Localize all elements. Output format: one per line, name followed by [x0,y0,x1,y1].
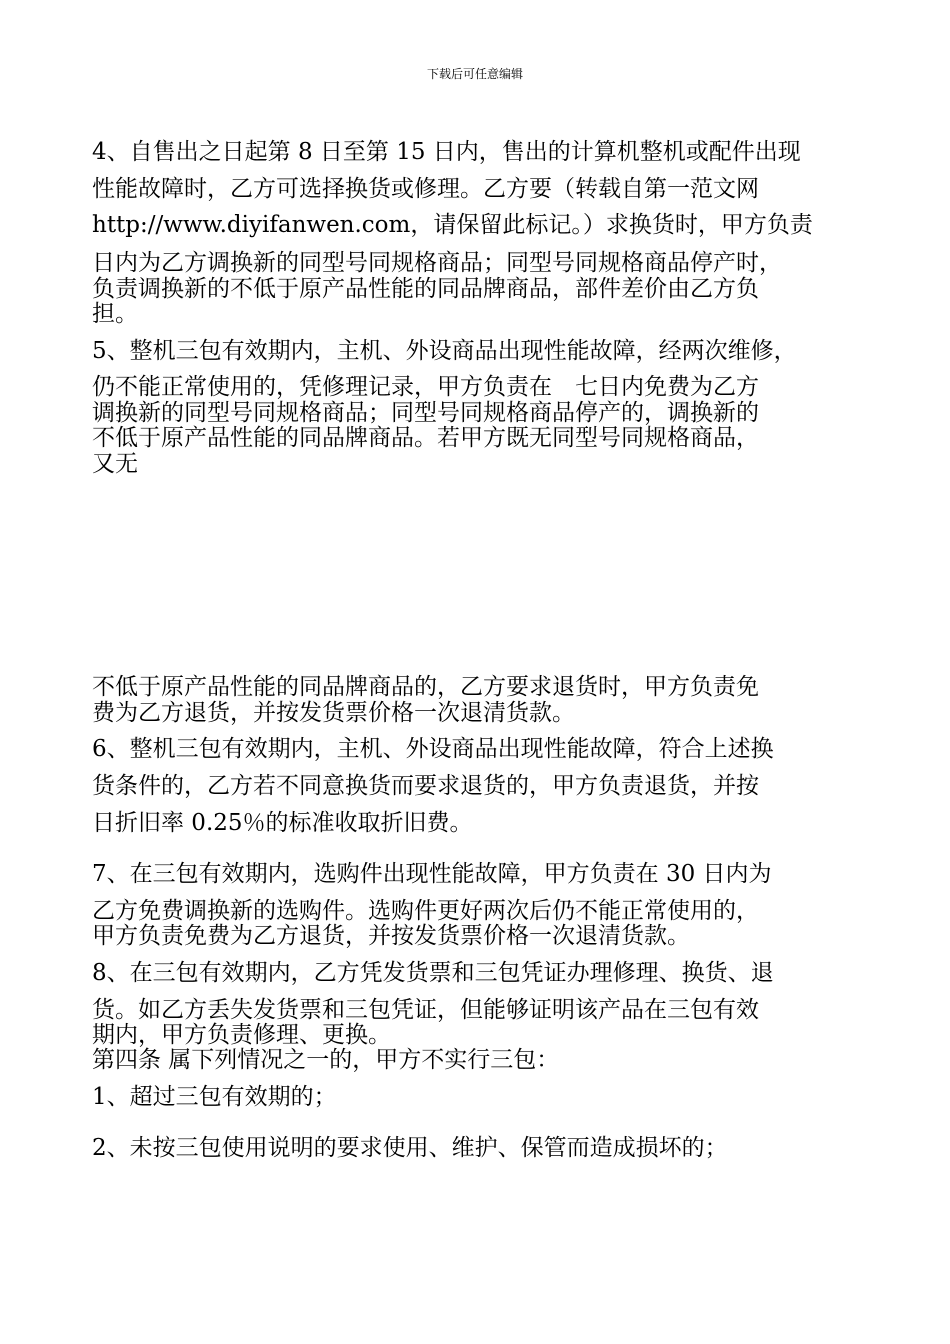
text-line: 不低于原产品性能的同品牌商品。若甲方既无同型号同规格商品， [92,425,759,451]
text-line: 又无 [92,451,138,477]
text-line: 乙方免费调换新的选购件。选购件更好两次后仍不能正常使用的， [92,898,759,924]
text-line: 第四条 属下列情况之一的，甲方不实行三包： [92,1047,560,1073]
text-line: 费为乙方退货，并按发货票价格一次退清货款。 [92,700,575,726]
text-line: 5、整机三包有效期内，主机、外设商品出现性能故障，经两次维修， [92,338,797,364]
text-line: 甲方负责免费为乙方退货，并按发货票价格一次退清货款。 [92,923,690,949]
text-line: 2、未按三包使用说明的要求使用、维护、保管而造成损坏的； [92,1135,728,1161]
text-line: 性能故障时，乙方可选择换货或修理。乙方要（转载自第一范文网 [92,176,759,202]
text-line: 6、整机三包有效期内，主机、外设商品出现性能故障，符合上述换 [92,736,774,762]
text-line: http://www.diyifanwen.com，请保留此标记。）求换货时，甲方负责 [92,212,813,238]
text-line: 期内，甲方负责修理、更换。 [92,1022,391,1048]
text-line: 8、在三包有效期内，乙方凭发货票和三包凭证办理修理、换货、退 [92,960,774,986]
text-line: 4、自售出之日起第 8 日至第 15 日内，售出的计算机整机或配件出现 [92,139,801,165]
text-line: 不低于原产品性能的同品牌商品的，乙方要求退货时，甲方负责免 [92,674,759,700]
text-line: 负责调换新的不低于原产品性能的同品牌商品，部件差价由乙方负 [92,276,759,302]
text-line: 日内为乙方调换新的同型号同规格商品；同型号同规格商品停产时， [92,250,782,276]
text-line: 7、在三包有效期内，选购件出现性能故障，甲方负责在 30 日内为 [92,861,772,887]
text-line: 仍不能正常使用的，凭修理记录，甲方负责在 七日内免费为乙方 [92,374,759,400]
text-line: 日折旧率 0.25％的标准收取折旧费。 [92,810,473,836]
text-line: 调换新的同型号同规格商品；同型号同规格商品停产的，调换新的 [92,400,759,426]
text-line: 担。 [92,301,138,327]
text-line: 货条件的，乙方若不同意换货而要求退货的，甲方负责退货，并按 [92,773,759,799]
text-line: 1、超过三包有效期的； [92,1084,337,1110]
text-line: 货。如乙方丢失发货票和三包凭证，但能够证明该产品在三包有效 [92,997,759,1023]
page-header: 下载后可任意编辑 [426,67,523,81]
